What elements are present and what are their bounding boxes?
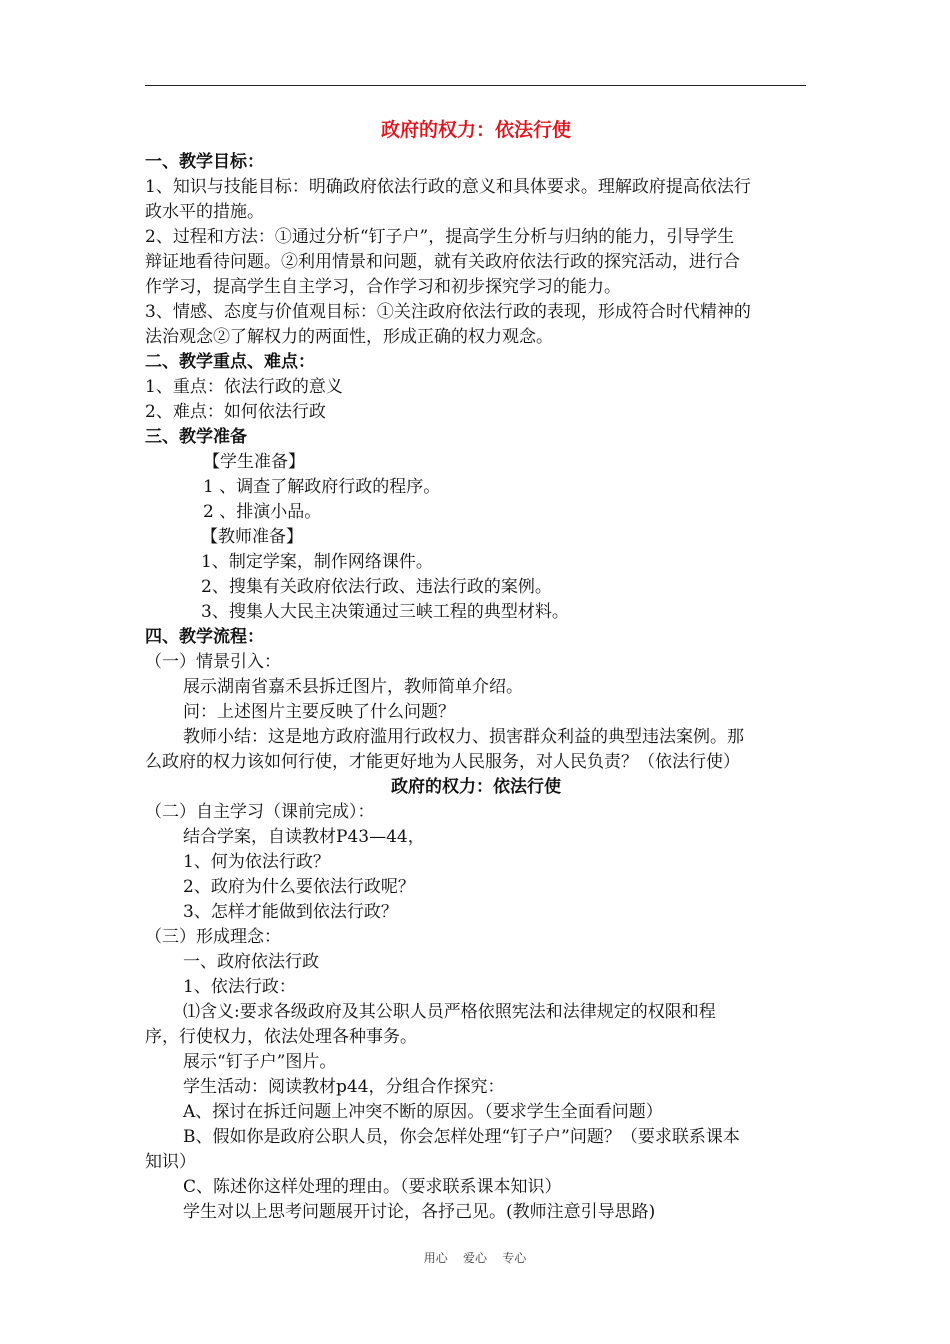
text-line: 知识） bbox=[145, 1152, 196, 1172]
text-line: 学生活动：阅读教材p44，分组合作探究： bbox=[183, 1077, 505, 1097]
text-line: 学生对以上思考问题展开讨论，各抒己见。(教师注意引导思路) bbox=[183, 1202, 656, 1222]
text-line: 1、依法行政： bbox=[183, 977, 296, 997]
text-line: 教师小结：这是地方政府滥用行政权力、损害群众利益的典型违法案例。那 bbox=[183, 727, 744, 747]
text-line: ⑴含义:要求各级政府及其公职人员严格依照宪法和法律规定的权限和程 bbox=[183, 1002, 716, 1022]
text-line: （三）形成理念： bbox=[145, 927, 281, 947]
text-line: 3、搜集人大民主决策通过三峡工程的典型材料。 bbox=[201, 602, 569, 622]
header-rule bbox=[145, 85, 806, 86]
text-line: （一）情景引入： bbox=[145, 652, 281, 672]
text-line: B、假如你是政府公职人员，你会怎样处理“钉子户”问题？（要求联系课本 bbox=[183, 1127, 740, 1147]
text-line: 展示“钉子户”图片。 bbox=[183, 1052, 337, 1072]
text-line: 么政府的权力该如何行使，才能更好地为人民服务，对人民负责？（依法行使） bbox=[145, 752, 740, 772]
text-line: 2、难点：如何依法行政 bbox=[145, 402, 326, 422]
text-line: 展示湖南省嘉禾县拆迁图片，教师简单介绍。 bbox=[183, 677, 523, 697]
document-title: 政府的权力：依法行使 bbox=[380, 119, 571, 141]
text-line: 【学生准备】 bbox=[203, 452, 305, 472]
text-line: 法治观念②了解权力的两面性，形成正确的权力观念。 bbox=[145, 327, 553, 347]
text-line: 序，行使权力，依法处理各种事务。 bbox=[145, 1027, 417, 1047]
text-line: 2 、排演小品。 bbox=[203, 502, 322, 522]
text-line: 3、怎样才能做到依法行政？ bbox=[183, 902, 398, 922]
text-line: 2、过程和方法：①通过分析“钉子户”，提高学生分析与归纳的能力，引导学生 bbox=[145, 227, 735, 247]
text-line: 一、政府依法行政 bbox=[183, 952, 319, 972]
subtitle: 政府的权力：依法行使 bbox=[391, 777, 561, 797]
section-heading: 一、教学目标： bbox=[145, 152, 264, 172]
section-heading: 三、教学准备 bbox=[145, 427, 247, 447]
text-line: 1 、调查了解政府行政的程序。 bbox=[203, 477, 441, 497]
section-heading: 四、教学流程： bbox=[145, 627, 264, 647]
text-line: 作学习，提高学生自主学习，合作学习和初步探究学习的能力。 bbox=[145, 277, 621, 297]
text-line: C、陈述你这样处理的理由。（要求联系课本知识） bbox=[183, 1177, 562, 1197]
text-line: 1、重点：依法行政的意义 bbox=[145, 377, 343, 397]
text-line: 辩证地看待问题。②利用情景和问题，就有关政府依法行政的探究活动，进行合 bbox=[145, 252, 740, 272]
text-line: 问：上述图片主要反映了什么问题？ bbox=[183, 702, 455, 722]
text-line: 2、搜集有关政府依法行政、违法行政的案例。 bbox=[201, 577, 552, 597]
text-line: 1、制定学案，制作网络课件。 bbox=[201, 552, 433, 572]
text-line: 1、知识与技能目标：明确政府依法行政的意义和具体要求。理解政府提高依法行 bbox=[145, 177, 751, 197]
document-body bbox=[145, 118, 807, 1225]
section-heading: 二、教学重点、难点： bbox=[145, 352, 315, 372]
text-line: A、探讨在拆迁问题上冲突不断的原因。（要求学生全面看问题） bbox=[183, 1102, 663, 1122]
text-line: 2、政府为什么要依法行政呢？ bbox=[183, 877, 415, 897]
text-line: 1、何为依法行政？ bbox=[183, 852, 330, 872]
text-line: 结合学案，自读教材P43—44， bbox=[183, 827, 425, 847]
page-footer: 用心 爱心 专心 bbox=[423, 1251, 527, 1265]
text-line: 政水平的措施。 bbox=[145, 202, 264, 222]
text-line: 3、情感、态度与价值观目标：①关注政府依法行政的表现，形成符合时代精神的 bbox=[145, 302, 751, 322]
text-line: （二）自主学习（课前完成）： bbox=[145, 802, 375, 822]
text-line: 【教师准备】 bbox=[201, 527, 303, 547]
